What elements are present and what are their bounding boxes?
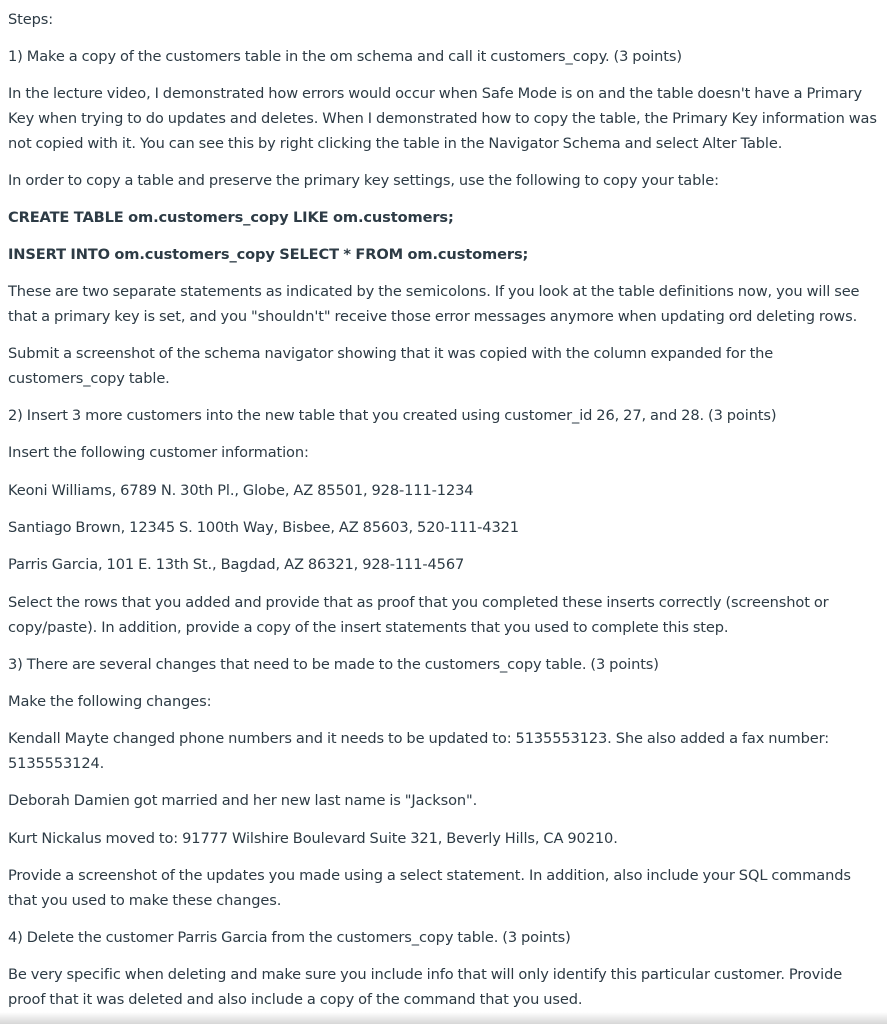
change-entry: Kurt Nickalus moved to: 91777 Wilshire Boulevard Suite 321, Beverly Hills, CA 90210. [8, 830, 618, 847]
step-3-submission: Provide a screenshot of the updates you made using a select statement. In addition, also include your SQL commands that you used to make these changes. [8, 867, 851, 909]
step-2-intro: Insert the following customer information: [8, 444, 309, 461]
step-1-copy-instruction: In order to copy a table and preserve the primary key settings, use the following to copy your table: [8, 172, 719, 189]
sql-create-statement: CREATE TABLE om.customers_copy LIKE om.customers; [8, 209, 454, 226]
step-1-title: 1) Make a copy of the customers table in the om schema and call it customers_copy. (3 points) [8, 48, 682, 65]
step-3-title: 3) There are several changes that need to be made to the customers_copy table. (3 points) [8, 656, 659, 673]
step-2-submission: Select the rows that you added and provide that as proof that you completed these inserts correctly (screenshot or copy/paste). In addition, provide a copy of the insert statements that you used to complete this step. [8, 594, 829, 636]
step-4-submission: Be very specific when deleting and make sure you include info that will only identify this particular customer. Provide proof that it was deleted and also include a copy of the command that you used. [8, 966, 843, 1008]
step-3-intro: Make the following changes: [8, 693, 212, 710]
step-2-title: 2) Insert 3 more customers into the new table that you created using customer_id 26, 27, and 28. (3 points) [8, 407, 777, 424]
bottom-edge-shadow [0, 1012, 887, 1024]
step-1-submission: Submit a screenshot of the schema navigator showing that it was copied with the column expanded for the customers_copy table. [8, 345, 774, 387]
sql-insert-statement: INSERT INTO om.customers_copy SELECT * FROM om.customers; [8, 246, 529, 263]
customer-entry: Santiago Brown, 12345 S. 100th Way, Bisbee, AZ 85603, 520-111-4321 [8, 519, 519, 536]
step-1-note: These are two separate statements as indicated by the semicolons. If you look at the table definitions now, you will see that a primary key is set, and you "shouldn't" receive those error messages anymore when updating ord deleting rows. [8, 283, 860, 325]
change-entry: Deborah Damien got married and her new last name is "Jackson". [8, 792, 478, 809]
steps-heading: Steps: [8, 11, 54, 28]
change-entry: Kendall Mayte changed phone numbers and it needs to be updated to: 5135553123. She also added a fax number: 5135553124. [8, 730, 830, 772]
customer-entry: Keoni Williams, 6789 N. 30th Pl., Globe, AZ 85501, 928-111-1234 [8, 482, 474, 499]
step-4-title: 4) Delete the customer Parris Garcia from the customers_copy table. (3 points) [8, 929, 571, 946]
step-1-explanation: In the lecture video, I demonstrated how errors would occur when Safe Mode is on and the table doesn't have a Primary Key when trying to do updates and deletes. When I demonstrated how to copy the table, the Primary Key information was not copied with it. You can see this by right clicking the table in the Navigator Schema and select Alter Table. [8, 85, 877, 152]
customer-entry: Parris Garcia, 101 E. 13th St., Bagdad, AZ 86321, 928-111-4567 [8, 556, 465, 573]
